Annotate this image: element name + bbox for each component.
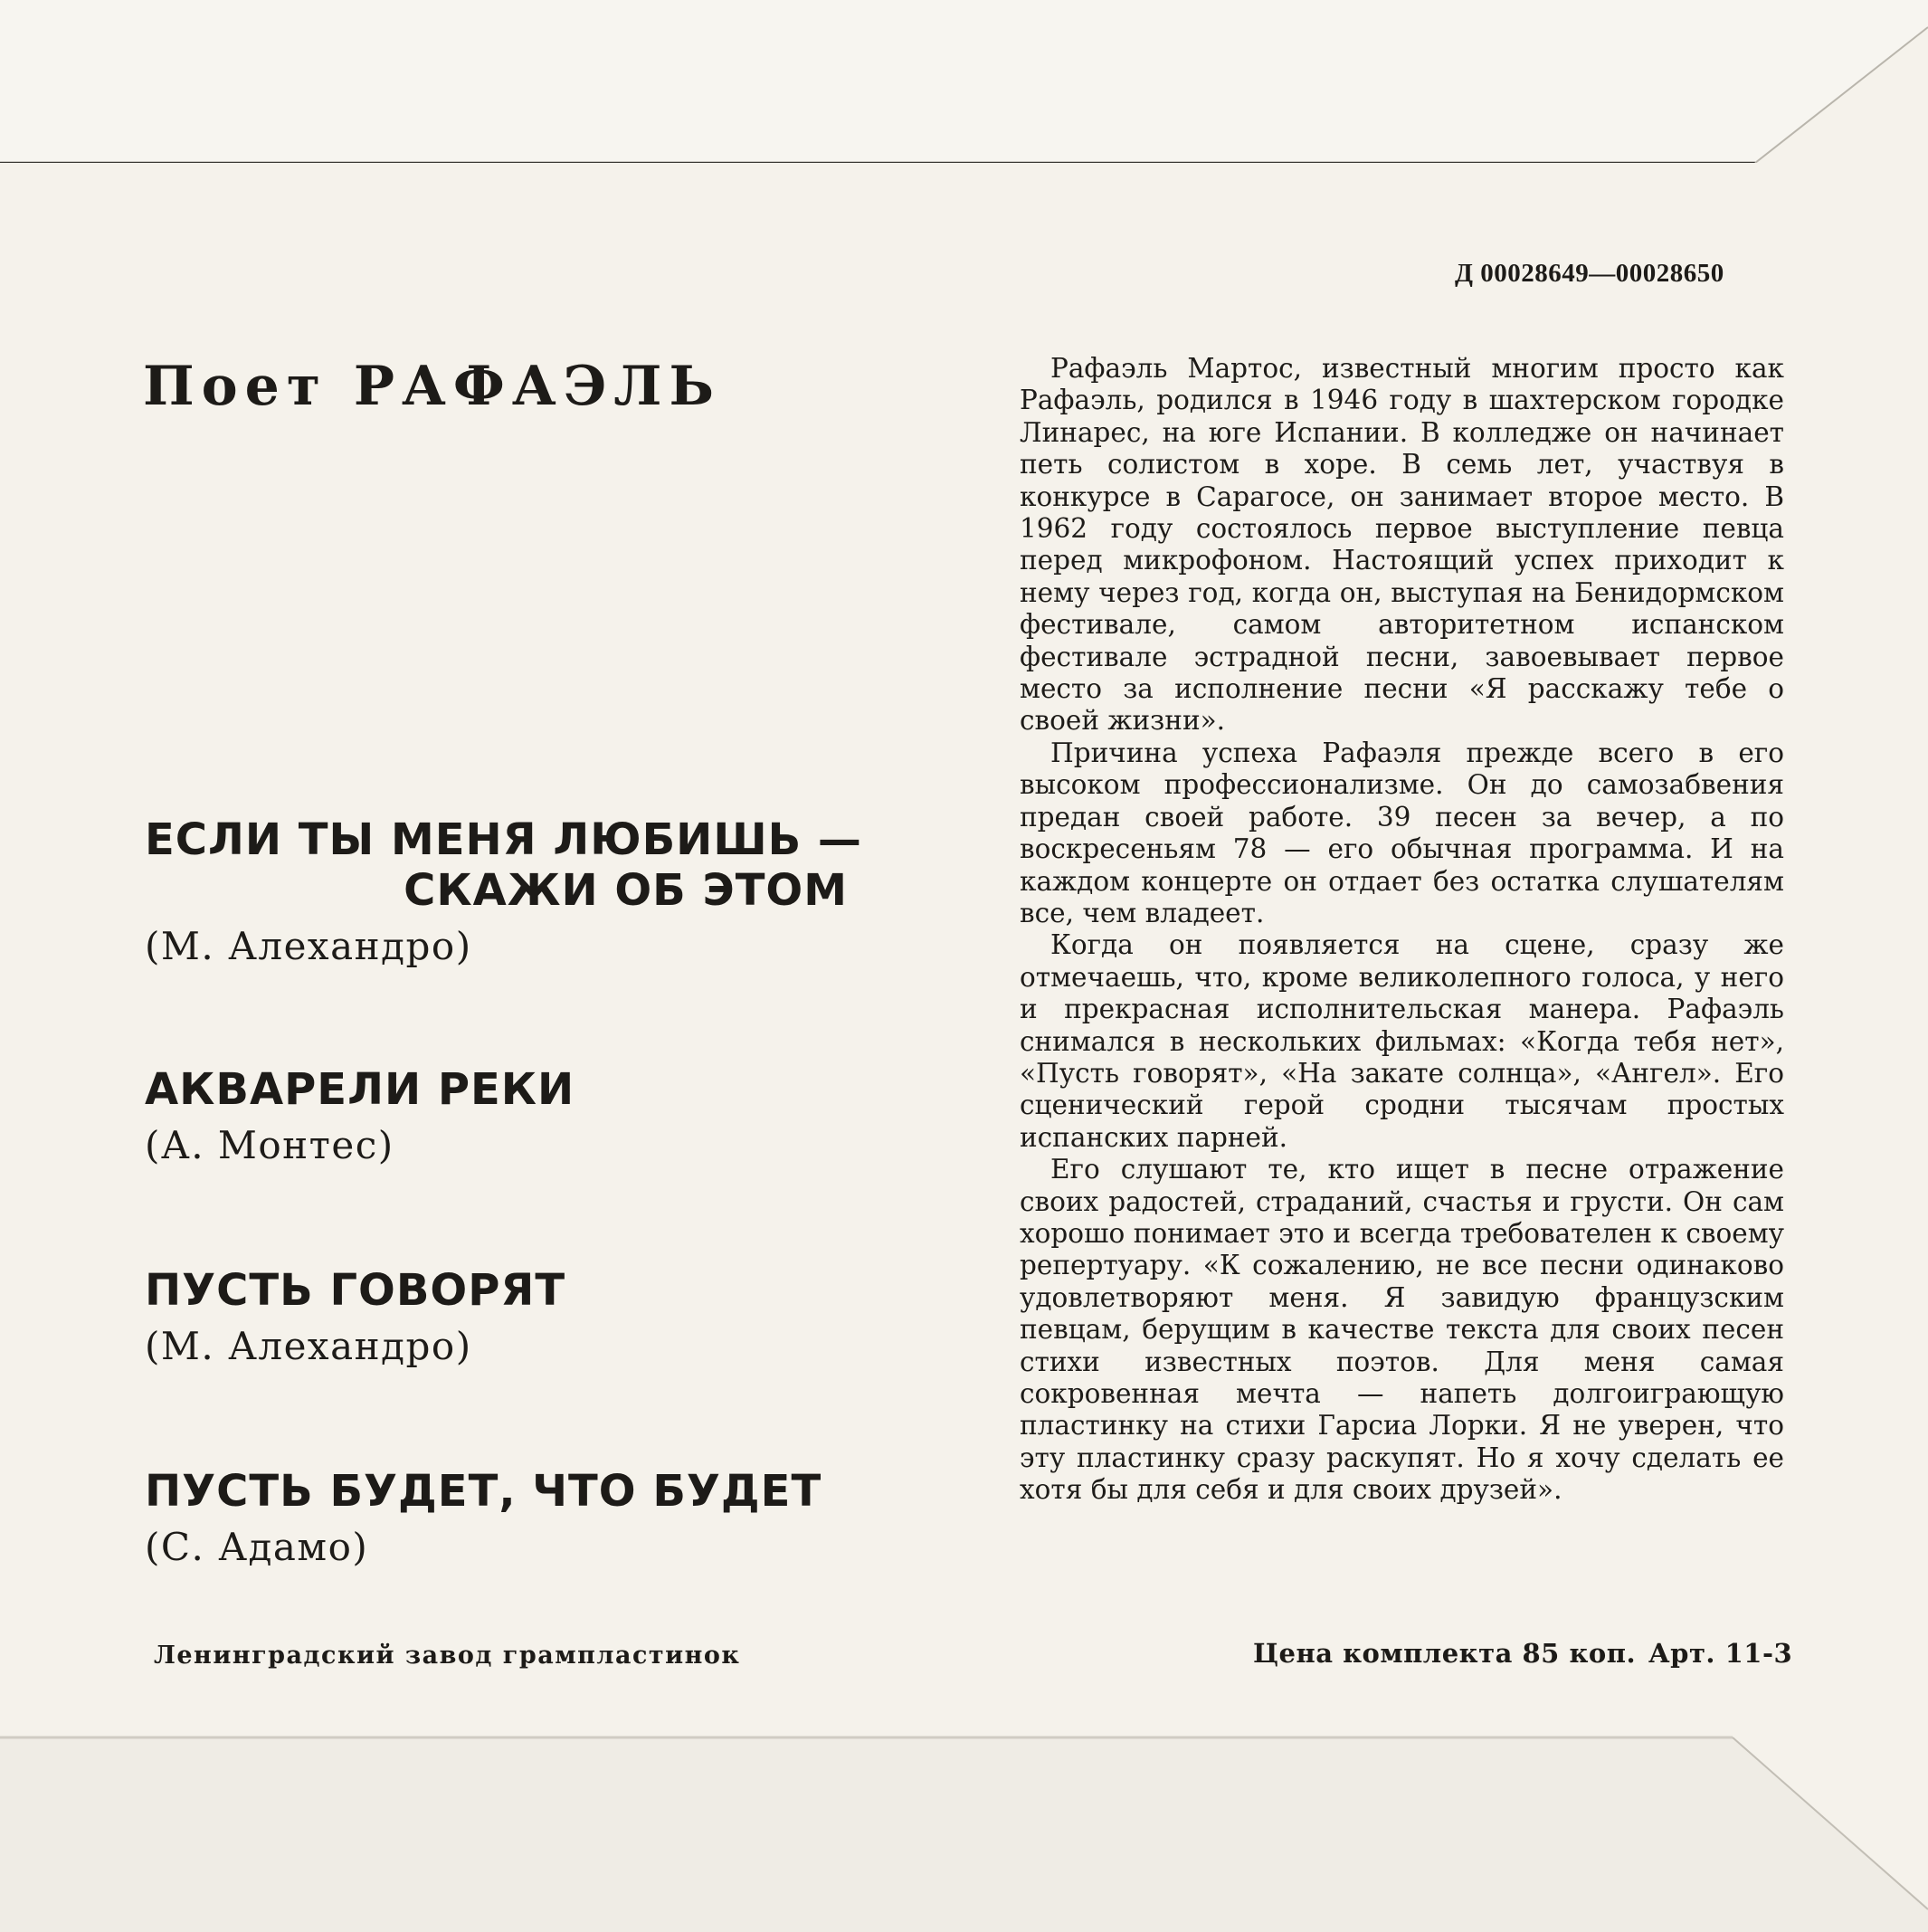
article-number: Арт. 11-3 — [1648, 1638, 1793, 1669]
bio-paragraph: Рафаэль Мартос, известный многим просто как Рафаэль, родился в 1946 году в шахтерском городке Линарес, на юге Испании. В колледже он начинает петь солистом в хоре. В семь лет, участвуя в конкурсе в Сарагосе, он занимает второе место. В 1962 году состоялось первое выступление певца перед микрофоном. Настоящий успех приходит к нему через год, когда он, выступая на Бенидормском фестивале, самом авторитетном испанском фестивале эстрадной песни, завоевывает первое место за исполнение песни «Я расскажу тебе о своей жизни». — [1020, 353, 1784, 737]
price-line — [1253, 1638, 1792, 1669]
top-flap-fold — [0, 0, 1928, 163]
track-item — [145, 1265, 869, 1370]
bio-paragraph: Причина успеха Рафаэля прежде всего в его высоком профессионализме. Он до самозабвения предан своей работе. 39 песен за вечер, а по воскресеньям 78 — его обычная программа. И на каждом концерте он отдает без остатка слушателям все, чем владеет. — [1020, 737, 1784, 928]
track-composer: (С. Адамо) — [145, 1525, 369, 1569]
track-title-line: ЕСЛИ ТЫ МЕНЯ ЛЮБИШЬ — — [145, 814, 862, 865]
bio-paragraph: Его слушают те, кто ищет в песне отражение своих радостей, страданий, счастья и грусти. Он сам хорошо понимает это и всегда требователен к своему репертуару. «К сожалению, не все песни одинаково удовлетворяют меня. Я завидую французским певцам, берущим в качестве текста для своих песен стихи известных поэтов. Для меня самая сокровенная мечта — напеть долгоиграющую пластинку на стихи Гарсиа Лорки. Я не уверен, что эту пластинку сразу раскупят. Но я хочу сделать ее хотя бы для себя и для своих друзей». — [1020, 1154, 1784, 1506]
track-item — [145, 814, 869, 970]
track-title: АКВАРЕЛИ РЕКИ — [145, 1064, 575, 1115]
track-title: ПУСТЬ БУДЕТ, ЧТО БУДЕТ — [145, 1466, 822, 1517]
track-composer: (М. Алехандро) — [145, 924, 472, 968]
track-title-line: СКАЖИ ОБ ЭТОМ — [404, 865, 848, 916]
bottom-flap-fold — [0, 1724, 1928, 1932]
price-label: Цена комплекта 85 коп. — [1253, 1638, 1637, 1669]
track-item — [145, 1064, 869, 1169]
track-composer: (А. Монтес) — [145, 1123, 394, 1167]
track-item — [145, 1466, 869, 1571]
catalog-number: Д 00028649—00028650 — [1455, 259, 1724, 288]
artist-biography — [1020, 353, 1784, 1507]
track-title: ПУСТЬ ГОВОРЯТ — [145, 1265, 566, 1316]
bio-paragraph: Когда он появляется на сцене, сразу же отмечаешь, что, кроме великолепного голоса, у него и прекрасная исполнительская манера. Рафаэль снимался в нескольких фильмах: «Когда тебя нет», «Пусть говорят», «На закате солнца», «Ангел». Его сценический герой сродни тысячам простых испанских парней. — [1020, 929, 1784, 1153]
manufacturer-label: Ленинградский завод грампластинок — [154, 1642, 741, 1670]
track-title — [145, 814, 869, 916]
album-title: Поет РАФАЭЛЬ — [143, 355, 721, 418]
track-composer: (М. Алехандро) — [145, 1324, 472, 1368]
